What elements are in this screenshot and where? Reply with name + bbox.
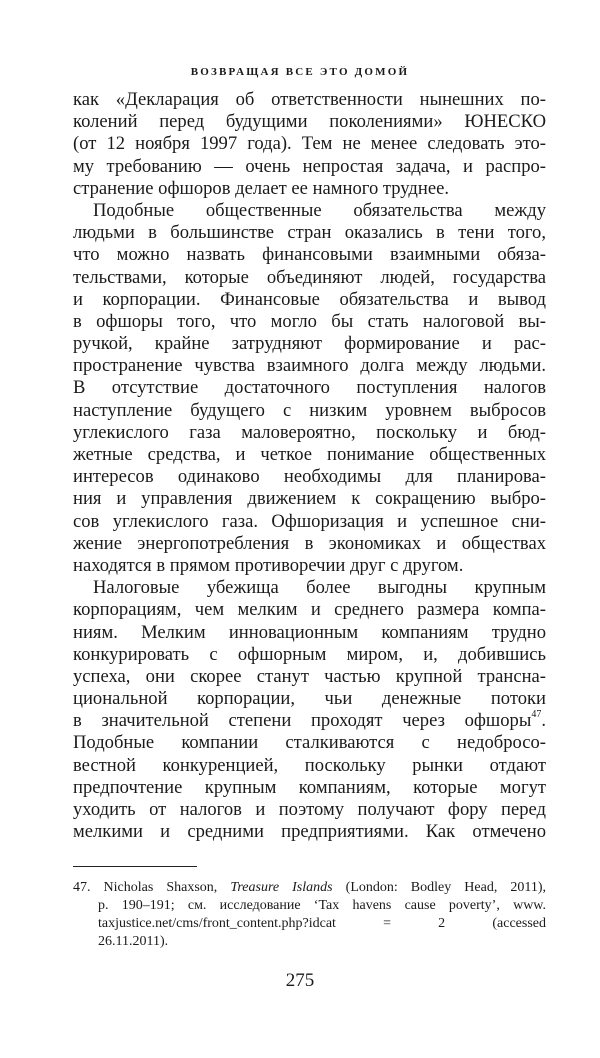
text-line: углекислого газа маловероятно, поскольку и бюд- (73, 421, 546, 443)
text-line: странение офшоров делает ее намного труднее. (73, 177, 449, 199)
text-line: конкурировать с офшорным миром, и, добившись (73, 643, 546, 665)
text-line: и корпорации. Финансовые обязательства и вывод (73, 288, 546, 310)
text-line: находятся в прямом противоречии друг с другом. (73, 554, 464, 576)
text-line: людьми в большинстве стран оказались в тени того, (73, 222, 546, 244)
text-line: Подобные компании сталкиваются с недобросо- (73, 732, 546, 754)
text-line: жетные средства, и четкое понимание общественных (73, 444, 546, 465)
text-line: сов углекислого газа. Офшоризация и успешное сни- (73, 510, 546, 532)
text-line: интересов одинаково необходимы для планирова- (73, 466, 546, 488)
running-header: ВОЗВРАЩАЯ ВСЕ ЭТО ДОМОЙ (190, 66, 410, 78)
text-line: пространение чувства взаимного долга между людьми. (73, 355, 546, 377)
footnote-publisher: (London: Bodley Head, 2011), (345, 880, 547, 895)
text-line: Налоговые убежища более выгодны крупным (93, 577, 546, 599)
text-line: уходить от налогов и поэтому получают фору перед (73, 799, 546, 820)
footnote-line: taxjustice.net/cms/front_content.php?idcat = 2 (accessed (98, 916, 546, 931)
text-line: жение энергопотребления в экономиках и обществах (73, 532, 546, 554)
text-line: успеха, они скорее станут частью крупной транснa- (73, 665, 546, 687)
text-line: колений перед будущими поколениями» ЮНЕСКО (73, 111, 546, 133)
footnote-title: Treasure Islands (230, 880, 333, 895)
text-line: в офшоры того, что могло бы стать налоговой вы- (73, 310, 546, 332)
text-line: ния и управления движением к сокращению выбро- (73, 488, 546, 510)
text-line: Подобные общественные обязательства между (93, 199, 546, 221)
text-line-content: в значительной степени проходят через офшоры (73, 710, 532, 732)
text-line: предпочтение крупным компаниям, которые могут (73, 776, 546, 798)
footnote (73, 879, 546, 951)
footnote-line: 26.11.2011). (98, 934, 169, 949)
body-text (73, 89, 546, 843)
footnote-line: p. 190–191; см. исследование ‘Tax havens cause poverty’, www. (98, 898, 546, 913)
footnote-number: 47. (73, 880, 91, 895)
text-line: циональной корпорации, чьи денежные потоки (73, 688, 546, 710)
text-line: наступление будущего с низким уровнем выбросов (73, 399, 546, 421)
text-line: В отсутствие достаточного поступления налогов (73, 377, 546, 399)
text-line: в значительной степени проходят через офшоры$^{47}$. (73, 709, 546, 732)
page-number: 275 (285, 970, 315, 991)
text-line: ручкой, крайне затрудняют формирование и рас- (73, 333, 546, 355)
footnote-line (73, 879, 546, 897)
text-line: как «Декларация об ответственности нынешних по- (73, 89, 546, 110)
footnote-divider (73, 866, 197, 867)
text-line: тельствами, которые объединяют людей, государства (73, 266, 546, 288)
text-line: (от 12 ноября 1997 года). Тем не менее следовать это- (73, 133, 546, 155)
text-line: ниям. Мелким инновационным компаниям трудно (73, 621, 546, 643)
footnote-reference[interactable]: 47 (531, 709, 542, 721)
text-line: му требованию — очень непростая задача, и распро- (73, 155, 546, 177)
text-line: вестной конкуренцией, поскольку рынки отдают (73, 754, 546, 776)
text-line: корпорациям, чем мелким и среднего размера компа- (73, 599, 546, 621)
footnote-author: Nicholas Shaxson, (103, 880, 218, 895)
text-line: мелкими и средними предприятиями. Как отмечено (73, 821, 546, 843)
text-line: что можно назвать финансовыми взаимными обяза- (73, 244, 546, 266)
